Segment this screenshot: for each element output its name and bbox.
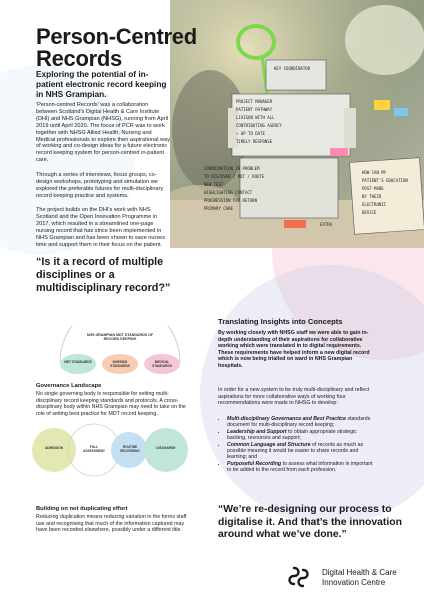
note-text: EXTRA xyxy=(320,222,333,227)
assessment-label: FULL ASSESSMENT xyxy=(83,445,105,453)
workshop-photo-drawing xyxy=(170,0,424,248)
nursing-node-label: NURSING STANDARDS xyxy=(110,360,130,368)
note-text: HIGHLIGHTING CONTACT xyxy=(204,190,253,195)
recommendations-list xyxy=(222,416,377,474)
pull-quote-1: “Is it a record of multiple disciplines or a multidisciplinary record?” xyxy=(36,256,171,294)
list-item: • Leadership and Support to obtain appropriate strategic backing, resources and support; xyxy=(227,429,377,442)
note-text: → UP TO DATE xyxy=(236,131,265,136)
discharge-label: DISCHARGE xyxy=(156,446,176,450)
note-text: PRIMARY CARE xyxy=(204,206,233,211)
workshop-photo xyxy=(170,0,424,248)
intro-paragraph-2: Through a series of interviews, focus groups, co-design workshops, prototyping and simulation we explored the preferable futures for multi-disciplinary record keeping practice and systems. xyxy=(36,172,164,199)
note-text: BY THEIR xyxy=(362,194,382,199)
note-text: ELECTRONIC xyxy=(362,202,387,207)
logo-line-1: Digital Health & Care xyxy=(322,568,397,577)
list-item: • Common Language and Structure of records as much as possible meaning it would be easier to share records and learning; and xyxy=(227,442,377,461)
note-text: NEW TEST xyxy=(204,182,224,187)
title-line-1: Person-Centred xyxy=(36,24,197,49)
intro-paragraph-1: 'Person-centred Records' was a collaboration between Scotland's Digital Health & Care Institute (DHI) and NHS Grampian (NHSG), running from April 2019 until April 2020. The focus of PCR was to work together with NHSG Allied Health, Nursing and Medical professionals to explore their aspirational way of working and co-design ideas for a future electronic record keeping system for person-centred in-patient care. xyxy=(36,102,171,164)
note-text: COORDINATION IN PROBLEM xyxy=(204,166,260,171)
note-text: DEVICE xyxy=(362,210,377,215)
note-text: PROGRESSION FOR RETURN xyxy=(204,198,257,203)
note-text: KEY COORDINATOR xyxy=(274,66,311,71)
note-text: CONTRIBUTING AGENCY xyxy=(236,123,282,128)
intro-paragraph-3: The project builds on the DHI's work with NHS Scotland and the Open Innovation Programme in 2017, which resulted in a streamlined one-page nursing record that has since been implemented in NHS Grampian and has been shown to save nurses time and support them in their focus on the patient. xyxy=(36,207,166,248)
note-text: LIAISON WITH ALL xyxy=(236,115,275,120)
dhi-logo-icon xyxy=(286,564,316,590)
note-text: POST-MABE xyxy=(362,186,384,191)
note-text: PROJECT MANAGER xyxy=(236,99,273,104)
note-text: HOW CAN MY xyxy=(362,170,387,175)
mdt-node-label: MDT STANDARDS xyxy=(64,360,92,364)
page-subtitle: Exploring the potential of in-patient electronic record keeping in NHS Grampian. xyxy=(36,69,167,99)
list-item: • Purposeful Recording to assess what information in important to be added to the record from each profession. xyxy=(227,461,377,474)
logo-line-2: Innovation Centre xyxy=(322,578,386,587)
list-item: • Multi-disciplinary Governance and Best Practice standards document for multi-disciplinary record keeping; xyxy=(227,416,377,429)
note-text: TO DISCOVER / MDT / ROUTE xyxy=(204,174,265,179)
duplication-heading: Building on not duplicating effort xyxy=(36,506,128,512)
routine-recording-label: ROUTINE RECORDING xyxy=(120,445,140,453)
title-line-2: Records xyxy=(36,46,122,71)
insights-bold-text: By working closely with NHSG staff we were able to gain in-depth understanding of their aspirations for collaborative working which were translated in to digital requirements. These requirements have helped inform a new digital record which is now being trialled on ward in NHS Grampian hospitals. xyxy=(218,330,370,369)
note-text: PATIENT PATHWAY xyxy=(236,107,273,112)
governance-text: No single governing body is responsible for setting multi-disciplinary record keeping standards and protocols. A cross-disciplinary body within NHS Grampian may need to take on the role of setting best practice for MDT record keeping. xyxy=(36,391,186,417)
insights-text: In order for a new system to be truly multi-disciplinary and reflect aspirations for more collaborative ways of working four recommendations were made to NHSG to develop: xyxy=(218,387,370,407)
logo-text xyxy=(322,568,397,588)
note-text: TIMELY RESPONSE xyxy=(236,139,273,144)
duplication-text: Reducing duplication means reducing variation in the forms staff use and recognising that much of the information captured may have been recorded elsewhere, possibly under a different title. xyxy=(36,514,187,533)
mdt-diagram-title: NHS GRAMPIAN MDT STANDARDS OF RECORD KEEPING xyxy=(86,333,154,342)
pull-quote-2: “We’re re-designing our process to digitalise it. And that’s the innovation around what we’ve done.” xyxy=(218,504,402,541)
page-title xyxy=(36,26,197,70)
governance-heading: Governance Landscape xyxy=(36,383,102,389)
admission-label: ADMISSION xyxy=(44,446,64,450)
flow-diagram xyxy=(30,420,200,482)
insights-heading: Translating Insights into Concepts xyxy=(218,317,343,326)
medical-node-label: MEDICAL STANDARDS xyxy=(152,360,172,368)
note-text: PATIENT'S EDUCATION xyxy=(362,178,408,183)
